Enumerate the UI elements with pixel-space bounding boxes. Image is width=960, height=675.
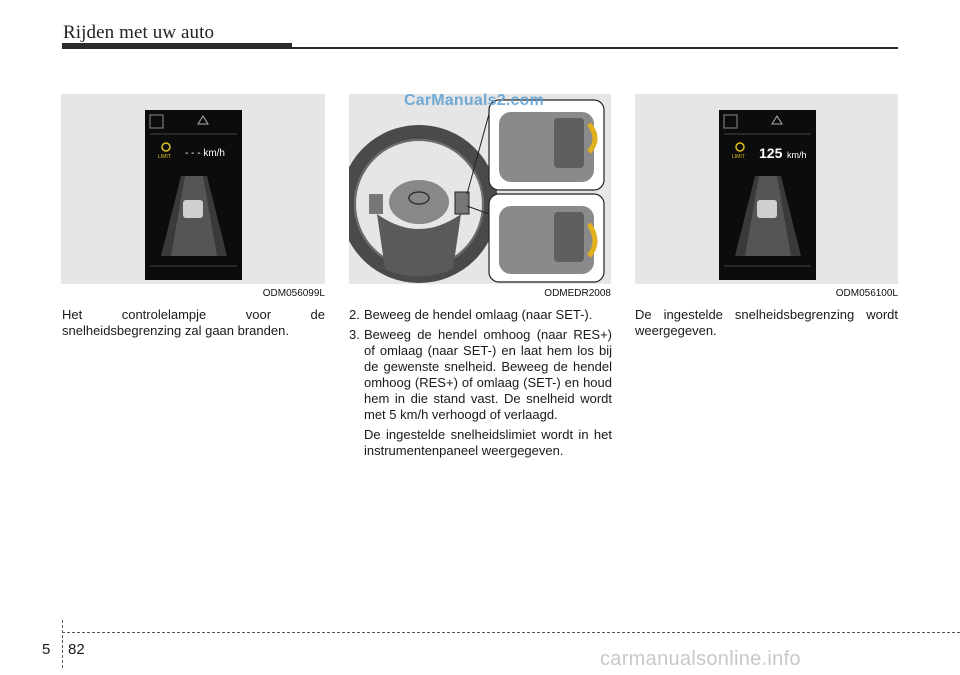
figure-code: ODM056099L <box>262 288 325 299</box>
figure-code: ODM056100L <box>835 288 898 299</box>
switch-detail-bottom <box>489 194 604 282</box>
watermark-top: CarManuals2.com <box>404 92 544 109</box>
watermark-bottom: carmanualsonline.info <box>600 648 801 670</box>
step-text: Beweeg de hendel omlaag (naar SET-). <box>364 307 593 322</box>
cluster-display-illustration <box>635 94 898 284</box>
svg-text:LIMIT: LIMIT <box>158 154 171 160</box>
speed-readout: - - - km/h <box>185 148 225 159</box>
figure-cluster-limit-set <box>635 94 898 284</box>
step-number: 2. <box>349 307 360 322</box>
step-note: De ingestelde snelheidslimiet wordt in het instrumentenpaneel weergegeven. <box>364 427 612 458</box>
column-1-text: Het controlelampje voor de snelheidsbegrenzing zal gaan branden. <box>62 307 325 338</box>
svg-text:LIMIT: LIMIT <box>732 154 745 160</box>
footer-rule <box>62 632 960 633</box>
figure-code: ODMEDR2008 <box>544 288 611 299</box>
cluster-display-illustration <box>61 94 325 284</box>
steering-wheel-illustration <box>349 94 611 284</box>
page-header-title: Rijden met uw auto <box>63 22 215 43</box>
header-rule-thick <box>62 43 292 49</box>
speed-unit: km/h <box>787 150 807 160</box>
step-number: 3. <box>349 327 360 342</box>
footer-divider <box>62 620 63 668</box>
page-number: 82 <box>68 641 85 658</box>
figure-cluster-limit-off <box>61 94 325 284</box>
list-item <box>349 327 612 423</box>
column-2-steps <box>349 307 612 459</box>
column-3-text: De ingestelde snelheidsbegrenzing wordt weergegeven. <box>635 307 898 338</box>
car-icon <box>183 200 203 218</box>
figure-steering-wheel <box>349 94 611 284</box>
switch-detail-top <box>489 100 604 190</box>
speed-value: 125 <box>759 145 783 161</box>
step-text: Beweeg de hendel omhoog (naar RES+) of omlaag (naar SET-) en laat hem los bij de gewenste snelheid. Beweeg de hendel omhoog (RES+) of omlaag (SET-) en houd hem in die stand vast. De snelheid wordt met 5 km/h verhoogd of verlaagd. <box>364 327 612 422</box>
list-item <box>349 307 612 323</box>
chapter-number: 5 <box>42 641 51 658</box>
car-icon <box>757 200 777 218</box>
header-rule-thin <box>292 47 898 49</box>
